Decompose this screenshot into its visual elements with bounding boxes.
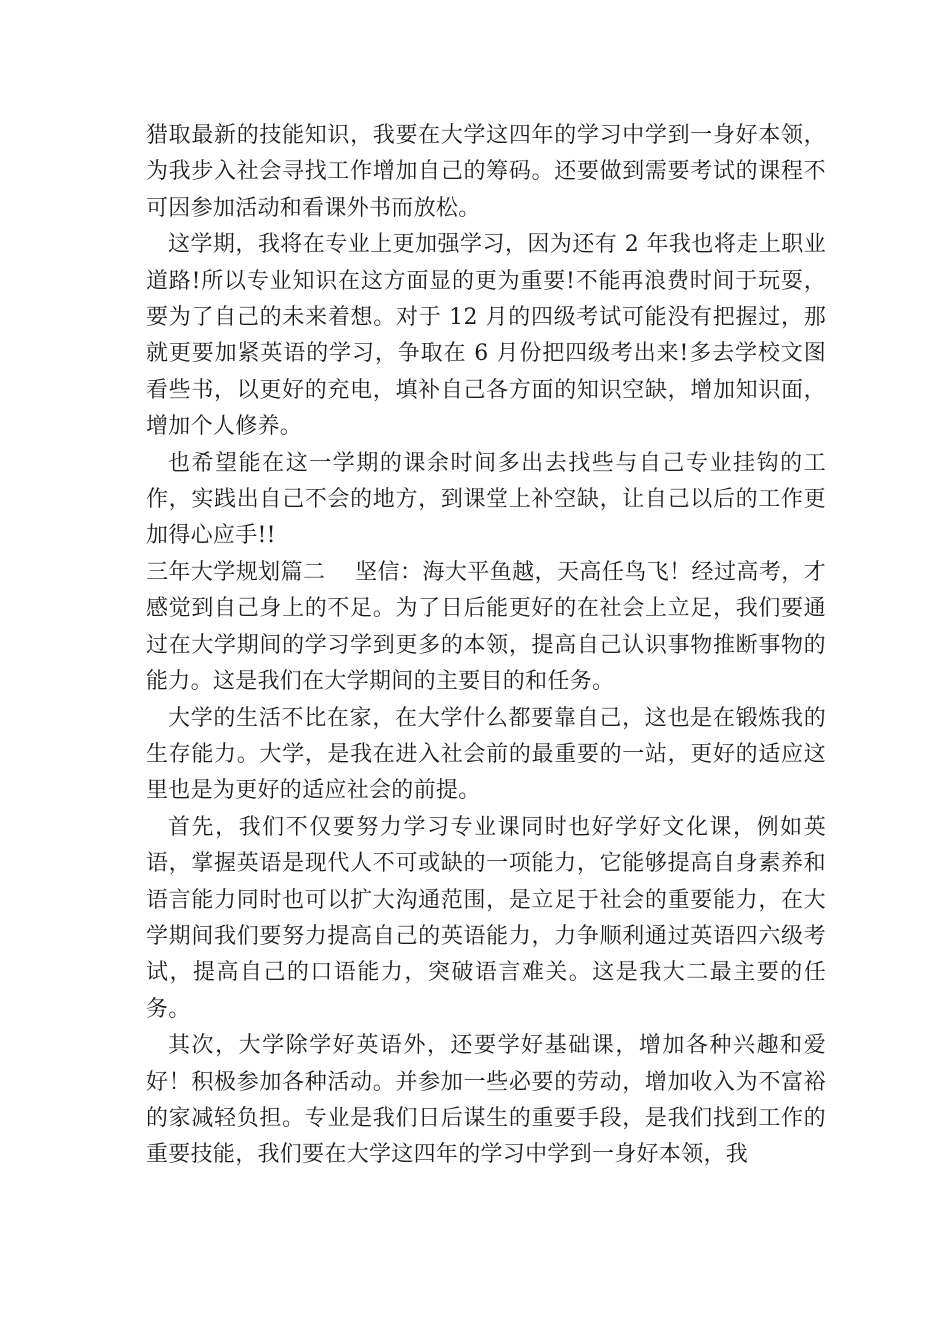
paragraph-4-section-heading: 三年大学规划篇二 坚信：海大平鱼越，天高任鸟飞！经过高考，才感觉到自己身上的不足。为了日后能更好的在社会上立足，我们要通过在大学期间的学习学到更多的本领，提高自己认识事物推断事物的能力。这是我们在大学期间的主要目的和任务。 bbox=[146, 559, 826, 695]
document-body bbox=[146, 118, 826, 1174]
paragraph-1: 猎取最新的技能知识，我要在大学这四年的学习中学到一身好本领，为我步入社会寻找工作增加自己的筹码。还要做到需要考试的课程不可因参加活动和看课外书而放松。 bbox=[146, 123, 826, 221]
paragraph-2: 这学期，我将在专业上更加强学习，因为还有 2 年我也将走上职业道路!所以专业知识在这方面显的更为重要!不能再浪费时间于玩耍，要为了自己的未来着想。对于 12 月的四级考试可能没有把握过，那就更要加紧英语的学习，争取在 6 月份把四级考出来!多去学校文图看些书，以更好的充电，填补自己各方面的知识空缺，增加知识面，增加个人修养。 bbox=[146, 232, 826, 440]
paragraph-6: 首先，我们不仅要努力学习专业课同时也好学好文化课，例如英语，掌握英语是现代人不可或缺的一项能力，它能够提高自身素养和语言能力同时也可以扩大沟通范围，是立足于社会的重要能力，在大学期间我们要努力提高自己的英语能力，力争顺利通过英语四六级考试，提高自己的口语能力，突破语言难关。这是我大二最主要的任务。 bbox=[146, 814, 826, 1022]
paragraph-7: 其次，大学除学好英语外，还要学好基础课，增加各种兴趣和爱好！积极参加各种活动。并参加一些必要的劳动，增加收入为不富裕的家减轻负担。专业是我们日后谋生的重要手段，是我们找到工作的重要技能，我们要在大学这四年的学习中学到一身好本领，我 bbox=[146, 1033, 826, 1168]
paragraph-3: 也希望能在这一学期的课余时间多出去找些与自己专业挂钩的工作，实践出自己不会的地方，到课堂上补空缺，让自己以后的工作更加得心应手!! bbox=[146, 450, 826, 549]
paragraph-5: 大学的生活不比在家，在大学什么都要靠自己，这也是在锻炼我的生存能力。大学，是我在进入社会前的最重要的一站，更好的适应这里也是为更好的适应社会的前提。 bbox=[146, 705, 826, 804]
